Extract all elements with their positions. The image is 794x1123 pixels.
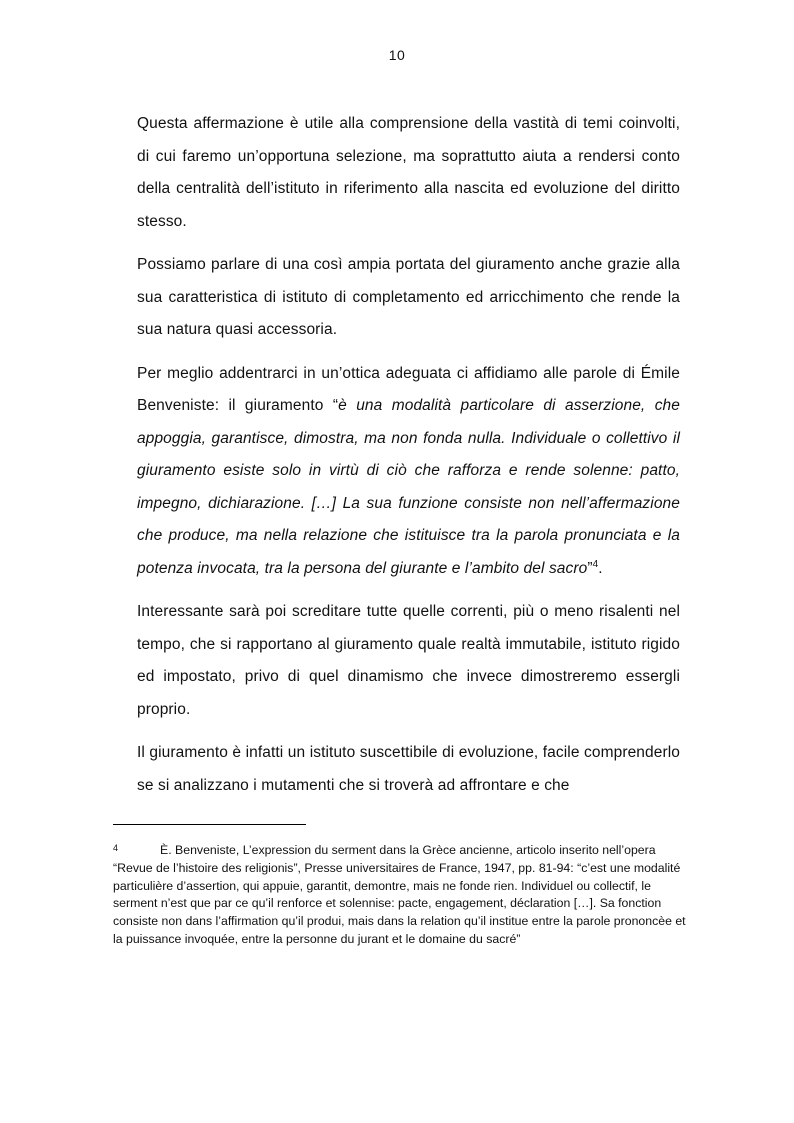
footnote-reference[interactable]: 4 bbox=[592, 558, 599, 570]
paragraph-3-end: . bbox=[598, 559, 603, 577]
paragraph-2: Possiamo parlare di una così ampia portata del giuramento anche grazie alla sua caratteristica di istituto di completamento ed arricchimento che rende la sua natura quasi accessoria. bbox=[137, 256, 680, 338]
body-text bbox=[137, 108, 680, 813]
footnote-text: È. Benveniste, L’expression du serment dans la Grèce ancienne, articolo inserito nell’opera “Revue de l’histoire des religionis”, Presse universitaires de France, 1947, pp. 81-94: “c’est une modalité particulière d’assertion, qui appuie, garantit, demontre, mais ne fonde rien. Individuel ou collectif, le serment n’est que par ce qu’il renforce et solennise: pacte, engagement, déclaration […]. Sa fonction consiste non dans l’affirmation qu’il produi, mais dans la relation qu’il institue entre la parole prononcèe et la puissance invoquée, entre la personne du jurant et le domaine du sacré” bbox=[113, 843, 686, 946]
paragraph-1: Questa affermazione è utile alla comprensione della vastità di temi coinvolti, di cui faremo un’opportuna selezione, ma soprattutto aiuta a rendersi conto della centralità dell’istituto in riferimento alla nascita ed evoluzione del diritto stesso. bbox=[137, 115, 680, 230]
benveniste-quote: è una modalità particolare di asserzione, che appoggia, garantisce, dimostra, ma non fonda nulla. Individuale o collettivo il giuramento esiste solo in virtù di ciò che rafforza e rende solenne: patto, impegno, dichiarazione. […] La sua funzione consiste non nell’affermazione che produce, ma nella relazione che istituisce tra la parola pronunciata e la potenza invocata, tra la persona del giurante e l’ambito del sacro bbox=[137, 397, 680, 577]
page-number: 10 bbox=[388, 47, 406, 63]
paragraph-5: Il giuramento è infatti un istituto suscettibile di evoluzione, facile comprenderlo se si analizzano i mutamenti che si troverà ad affrontare e che bbox=[137, 744, 680, 794]
footnote-separator bbox=[113, 824, 306, 825]
paragraph-4: Interessante sarà poi screditare tutte quelle correnti, più o meno risalenti nel tempo, che si rapportano al giuramento quale realtà immutabile, istituto rigido ed impostato, privo di quel dinamismo che invece dimostreremo essergli proprio. bbox=[137, 603, 680, 718]
quote-close-mark: ” bbox=[587, 559, 593, 577]
footnote-number: 4 bbox=[113, 843, 119, 853]
footnote bbox=[113, 842, 688, 949]
paragraph-3-lead: Per meglio addentrarci in un’ottica adeguata ci affidiamo alle parole di Émile Benveniste: il giuramento “ bbox=[137, 364, 680, 414]
paragraph-3 bbox=[137, 358, 680, 586]
